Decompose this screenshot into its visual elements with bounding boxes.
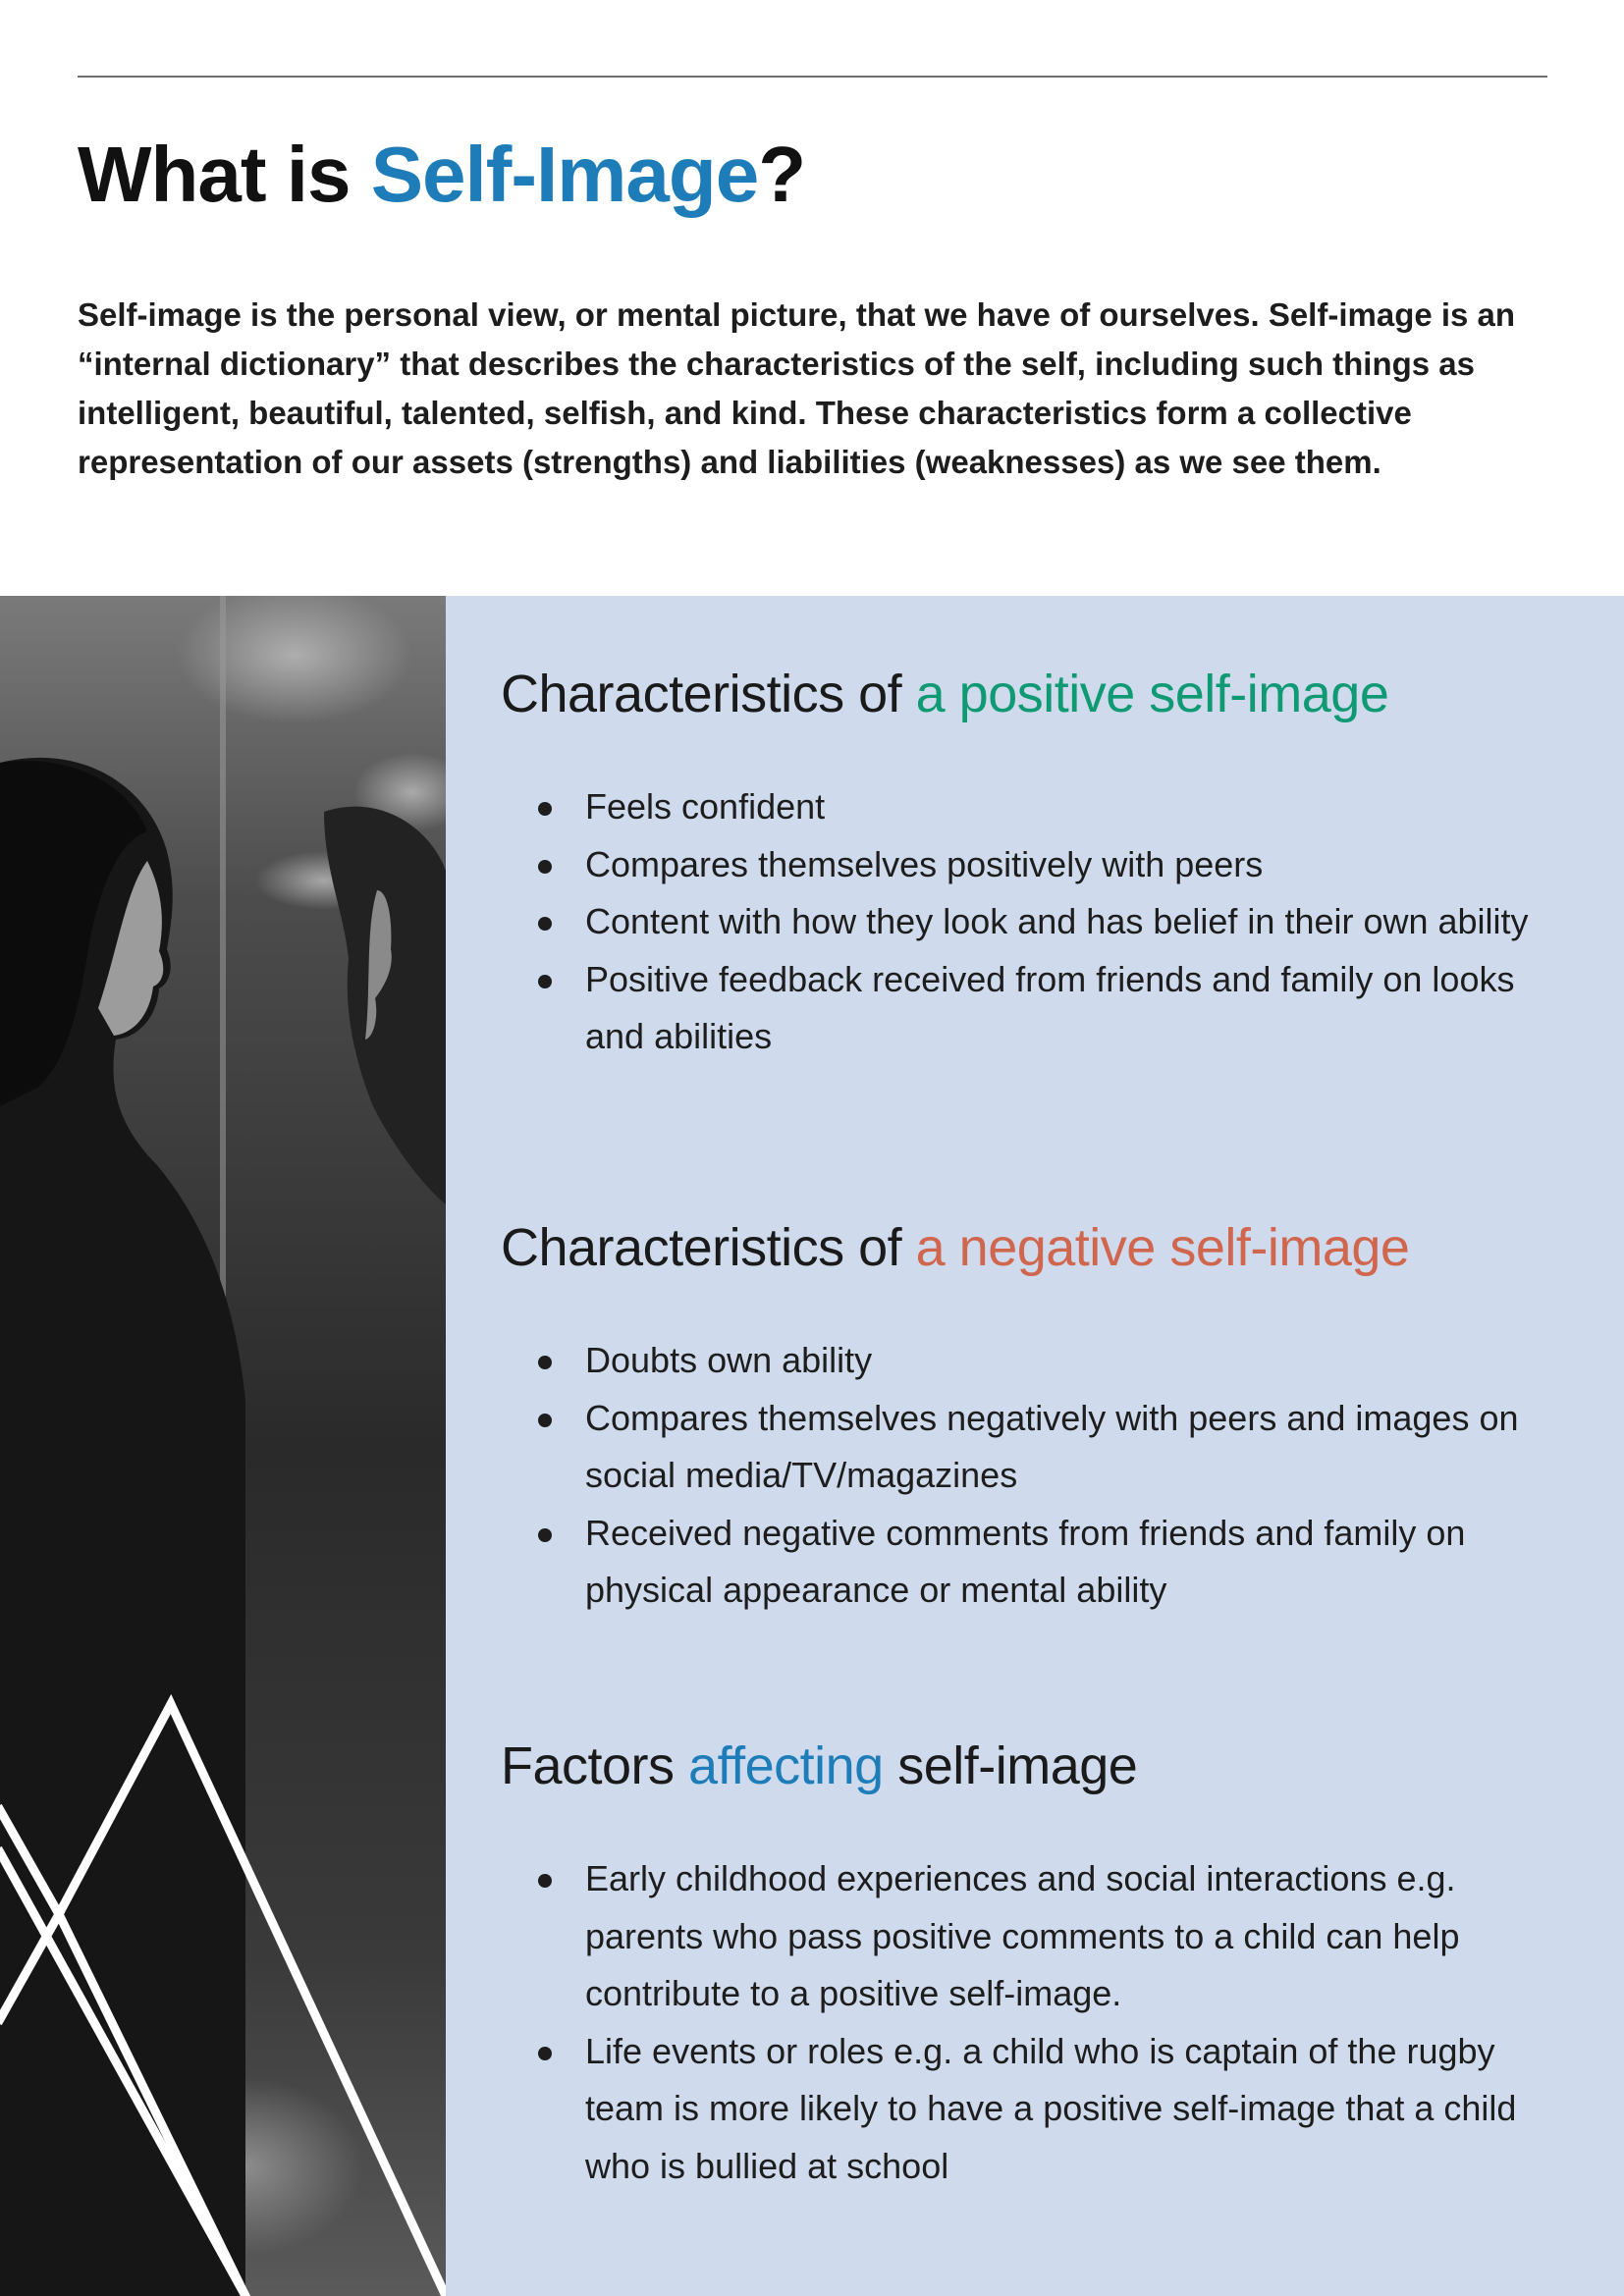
positive-heading-accent: a positive self-image xyxy=(915,665,1389,723)
list-item-text: Life events or roles e.g. a child who is captain of the rugby team is more likely to have a positive self-image that a child who is bullied at school xyxy=(585,2030,1517,2186)
list-item-text: Content with how they look and has belief in their own ability xyxy=(585,901,1529,941)
bullet-icon xyxy=(538,917,552,931)
negative-list xyxy=(538,1332,1569,1620)
list-item xyxy=(538,1850,1569,2023)
list-item-text: Doubts own ability xyxy=(585,1340,873,1380)
factors-heading xyxy=(501,1732,1137,1800)
bullet-icon xyxy=(538,1356,552,1369)
photo-woman-reflection xyxy=(0,596,446,2296)
bullet-icon xyxy=(538,1874,552,1888)
positive-heading-prefix: Characteristics of xyxy=(501,665,916,723)
page-title xyxy=(78,126,805,224)
bullet-icon xyxy=(538,2047,552,2060)
bullet-icon xyxy=(538,802,552,816)
list-item-text: Compares themselves positively with peers xyxy=(585,843,1264,884)
list-item-text: Compares themselves negatively with peers and images on social media/TV/magazines xyxy=(585,1397,1519,1495)
list-item-text: Positive feedback received from friends and family on looks and abilities xyxy=(585,958,1515,1056)
list-item xyxy=(538,1332,1569,1390)
intro-paragraph: Self-image is the personal view, or mental picture, that we have of ourselves. Self-image is an “internal dictionary” that describes the characteristics of the self, including such things as intelligent, beautiful, talented, selfish, and kind. These characteristics form a collective representation of our assets (strengths) and liabilities (weaknesses) as we see them. xyxy=(78,296,1516,480)
title-accent: Self-Image xyxy=(370,131,759,218)
list-item xyxy=(538,951,1569,1066)
list-item xyxy=(538,778,1569,836)
bullet-icon xyxy=(538,1528,552,1542)
photo-illustration xyxy=(0,596,446,2296)
negative-heading xyxy=(501,1213,1409,1282)
list-item xyxy=(538,1505,1569,1620)
list-item xyxy=(538,1390,1569,1505)
top-divider xyxy=(78,76,1547,78)
title-prefix: What is xyxy=(78,131,371,218)
title-suffix: ? xyxy=(758,131,806,218)
factors-heading-accent: affecting xyxy=(688,1736,884,1795)
negative-heading-accent: a negative self-image xyxy=(915,1218,1410,1277)
factors-heading-prefix: Factors xyxy=(501,1736,689,1795)
list-item xyxy=(538,836,1569,894)
bullet-icon xyxy=(538,975,552,988)
factors-list xyxy=(538,1850,1569,2195)
positive-list xyxy=(538,778,1569,1066)
negative-heading-prefix: Characteristics of xyxy=(501,1218,916,1277)
list-item-text: Feels confident xyxy=(585,786,826,827)
list-item xyxy=(538,2023,1569,2196)
bullet-icon xyxy=(538,860,552,874)
list-item xyxy=(538,893,1569,951)
bullet-icon xyxy=(538,1414,552,1427)
list-item-text: Received negative comments from friends and family on physical appearance or mental ability xyxy=(585,1512,1466,1610)
list-item-text: Early childhood experiences and social interactions e.g. parents who pass positive comments to a child can help contribute to a positive self-image. xyxy=(585,1858,1460,2013)
factors-heading-suffix: self-image xyxy=(883,1736,1138,1795)
positive-heading xyxy=(501,660,1388,728)
